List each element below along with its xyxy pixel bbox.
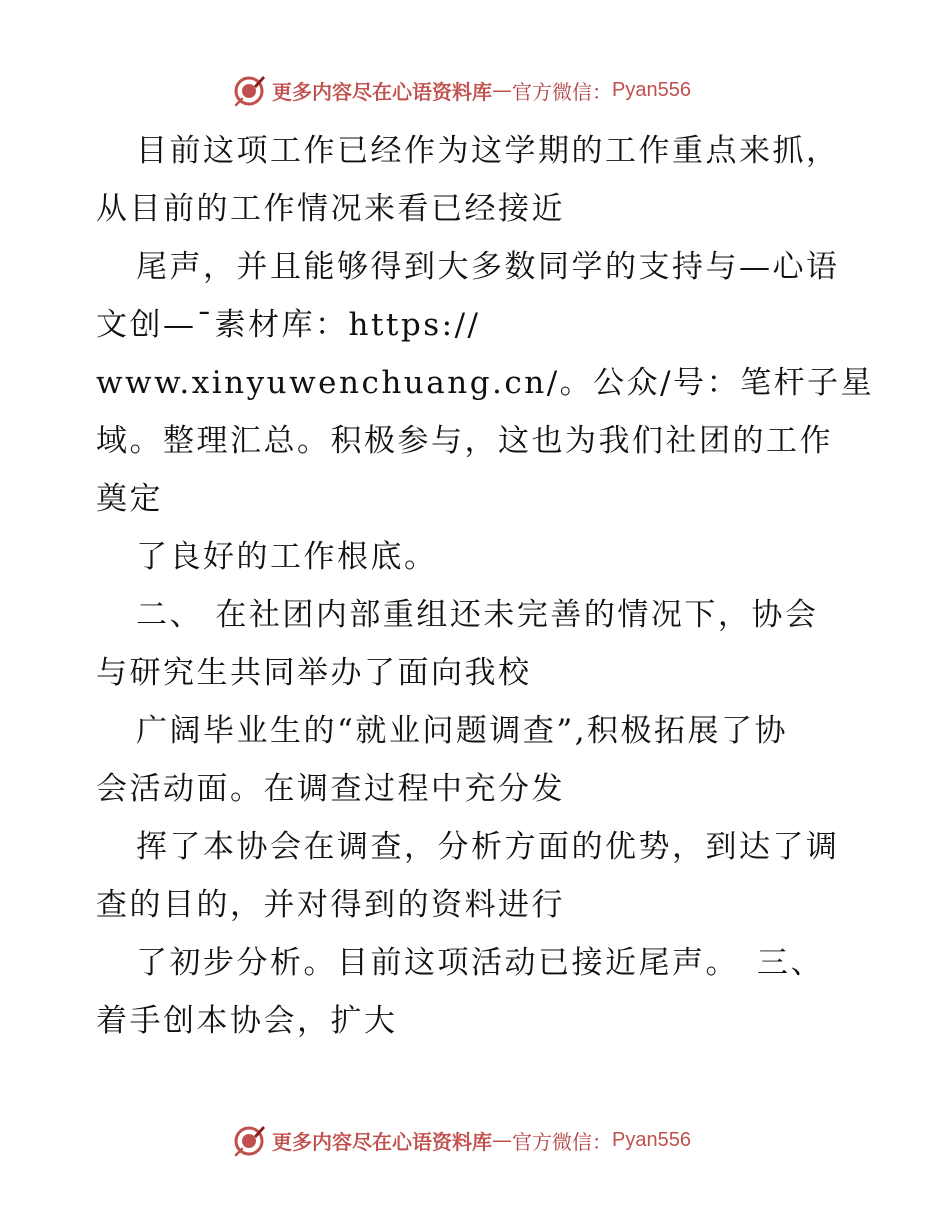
body-line: www.xinyuwenchuang.cn/。公众/号：笔杆子星 <box>96 365 875 401</box>
banner-wechat-id: Pyan556 <box>612 78 691 101</box>
body-line: 奠定 <box>96 481 163 517</box>
body-line: 二、 在社团内部重组还未完善的情况下，协会 <box>136 597 819 633</box>
body-line: 着手创本协会，扩大 <box>96 1003 398 1039</box>
body-line: 从目前的工作情况来看已经接近 <box>96 191 565 227</box>
body-line: 了良好的工作根底。 <box>136 539 438 575</box>
header-banner <box>232 72 691 108</box>
body-line: 文创—¯素材库：https:// <box>96 307 481 343</box>
body-line: 目前这项工作已经作为这学期的工作重点来抓， <box>136 133 840 169</box>
banner-wechat-id: Pyan556 <box>612 1128 691 1151</box>
body-line: 域。整理汇总。积极参与，这也为我们社团的工作 <box>96 423 833 459</box>
quill-pen-seal-icon <box>232 73 266 107</box>
banner-wechat-label: 官方微信： <box>512 1129 612 1154</box>
body-line: 与研究生共同举办了面向我校 <box>96 655 532 691</box>
body-line: 尾声，并且能够得到大多数同学的支持与—心语 <box>136 249 840 285</box>
document-body <box>96 122 875 1050</box>
body-line: 广阔毕业生的“就业问题调查”,积极拓展了协 <box>136 713 789 749</box>
banner-separator: — <box>492 78 512 102</box>
body-line: 会活动面。在调查过程中充分发 <box>96 771 565 807</box>
quill-pen-seal-icon <box>232 1123 266 1157</box>
body-line: 挥了本协会在调查，分析方面的优势，到达了调 <box>136 829 840 865</box>
footer-banner <box>232 1122 691 1158</box>
banner-library-text: 更多内容尽在心语资料库 <box>272 1129 492 1154</box>
banner-separator: — <box>492 1128 512 1152</box>
body-line: 了初步分析。目前这项活动已接近尾声。 三、 <box>136 945 824 981</box>
banner-wechat-label: 官方微信： <box>512 79 612 104</box>
body-line: 查的目的，并对得到的资料进行 <box>96 887 565 923</box>
banner-library-text: 更多内容尽在心语资料库 <box>272 79 492 104</box>
